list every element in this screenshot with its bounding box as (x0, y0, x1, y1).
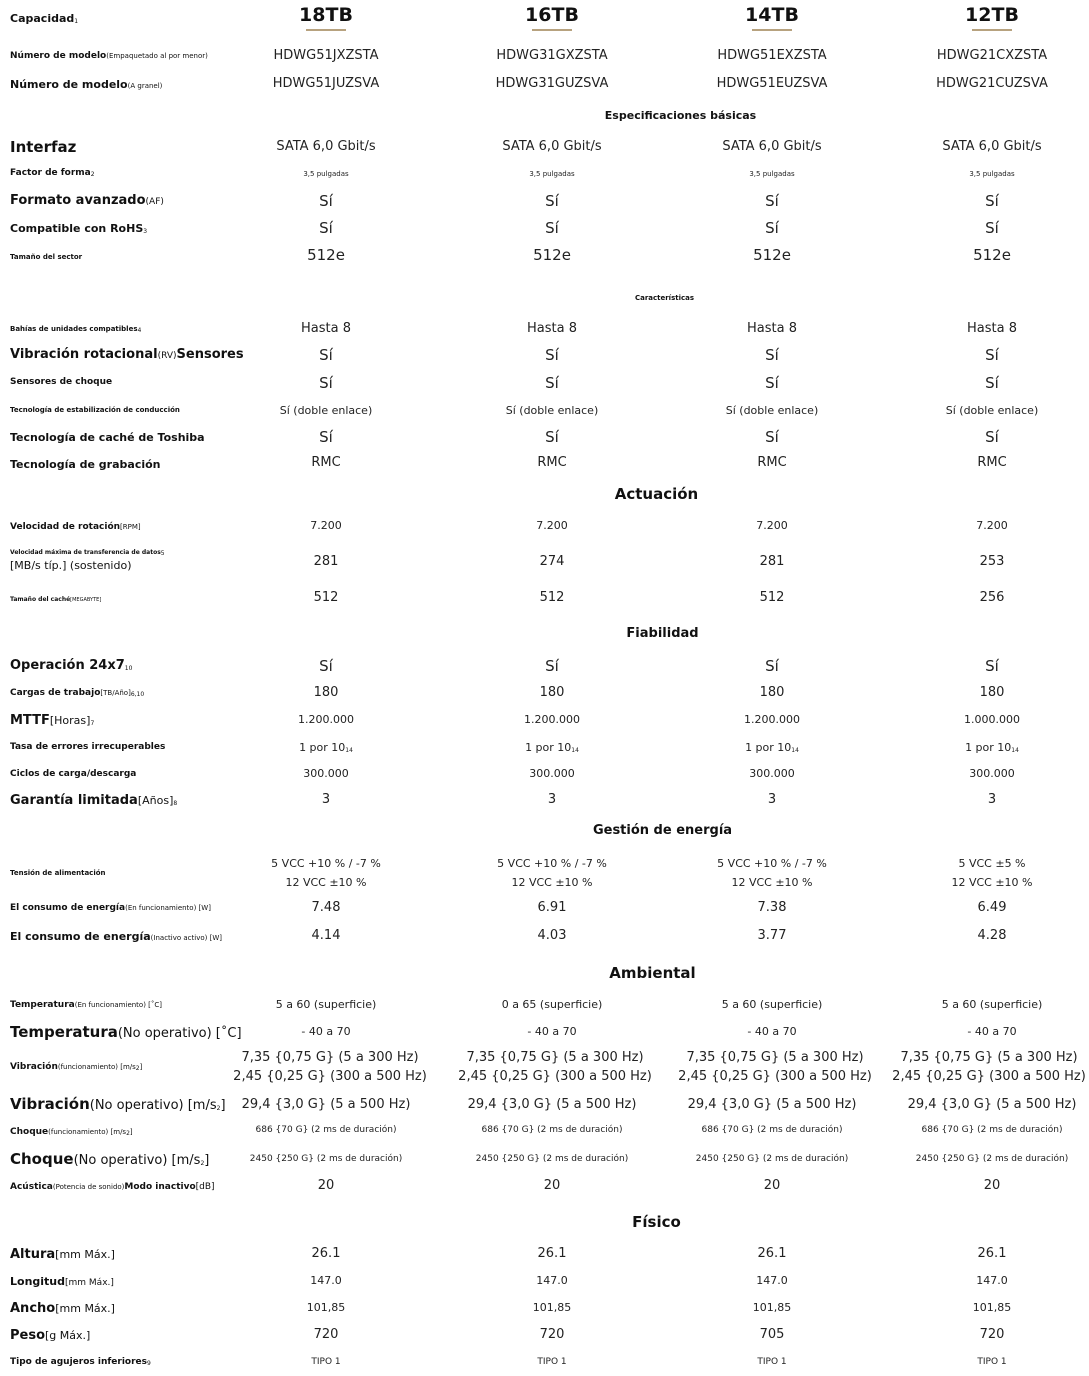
cell: Sí (319, 192, 333, 210)
cell: Sí (985, 657, 999, 675)
section-title-basic: Especificaciones básicas (604, 109, 757, 122)
cell: TIPO 1 (757, 1357, 787, 1367)
cell: Sí (545, 374, 559, 392)
cell: Hasta 8 (301, 321, 351, 336)
cell: 686 {70 G} (2 ms de duración) (481, 1125, 623, 1135)
cell: 3 (547, 792, 557, 807)
cell: Sí (545, 657, 559, 675)
cell: 180 (759, 685, 785, 700)
cell: TIPO 1 (977, 1357, 1007, 1367)
cell: Sí (545, 428, 559, 446)
row-label: Bahías de unidades compatibles$_4$ (10, 325, 142, 334)
cell: 29,4 {3,0 G} (5 a 500 Hz) (687, 1097, 857, 1112)
row-label: Acústica(Potencia de sonido)Modo inactivo[dB] (10, 1182, 215, 1192)
cell: 1 por $10_{14}$ (745, 741, 799, 754)
cell: HDWG51JXZSTA (273, 48, 379, 63)
section-title-power: Gestión de energía (592, 823, 733, 838)
cell: 5 a 60 (superficie) (941, 998, 1043, 1011)
row-label: Vibración(No operativo) $[m/s_2]$ (10, 1095, 226, 1113)
underline (306, 29, 346, 31)
row-label: Tipo de agujeros inferiores$_9$ (10, 1357, 151, 1367)
cell: Sí (545, 346, 559, 364)
cell: 2450 {250 G} (2 ms de duración) (249, 1154, 403, 1164)
cell: 26.1 (977, 1246, 1007, 1261)
cell: 180 (979, 685, 1005, 700)
cell: - 40 a 70 (967, 1025, 1017, 1038)
cell: 3 (321, 792, 331, 807)
cell: 7,35 {0,75 G} (5 a 300 Hz) 2,45 {0,25 G} (300 a 500 Hz) (233, 1050, 427, 1084)
cell: 7,35 {0,75 G} (5 a 300 Hz) 2,45 {0,25 G} (300 a 500 Hz) (678, 1050, 872, 1084)
cell: 300.000 (529, 767, 575, 780)
cell: - 40 a 70 (747, 1025, 797, 1038)
cell: 147.0 (310, 1274, 342, 1287)
cell: Sí (319, 428, 333, 446)
cell: 180 (313, 685, 339, 700)
row-label: Garantía $limitada[Años]_8$ (10, 793, 178, 808)
cell: Sí (985, 374, 999, 392)
row-label: Tensión de alimentación (10, 869, 106, 877)
row-label: Tasa de errores irrecuperables (10, 742, 166, 752)
cell: 1 por $10_{14}$ (965, 741, 1019, 754)
capacity-12tb: 12TB (892, 4, 1089, 31)
section-title-features: Características (634, 294, 695, 302)
row-label: Número de modelo(Empaquetado al por menor) (10, 51, 208, 61)
cell: HDWG51JUZSVA (272, 76, 380, 91)
cell: Sí (985, 428, 999, 446)
row-label: Choque(funcionamiento) $[m/s_2]$ (10, 1127, 133, 1137)
cell: 300.000 (303, 767, 349, 780)
cell: Sí (319, 657, 333, 675)
cell: 512e (533, 246, 571, 264)
row-label: Tecnología de grabación (10, 458, 161, 471)
cell: 20 (763, 1178, 781, 1193)
cell: RMC (757, 455, 787, 470)
cell: 3 (767, 792, 777, 807)
capacity-label: Capacidad$_1$ (10, 12, 79, 25)
row-label: Vibración rotacional(RV)Sensores (10, 347, 244, 362)
cell: 300.000 (969, 767, 1015, 780)
cell: 7,35 {0,75 G} (5 a 300 Hz) 2,45 {0,25 G} (300 a 500 Hz) (892, 1050, 1086, 1084)
cell: 1.000.000 (964, 713, 1020, 726)
cell: 3,5 pulgadas (749, 170, 795, 178)
cell: 101,85 (972, 1301, 1012, 1314)
cell: 686 {70 G} (2 ms de duración) (921, 1125, 1063, 1135)
cell: 6.91 (537, 900, 567, 915)
cell: 2450 {250 G} (2 ms de duración) (475, 1154, 629, 1164)
cell: 512e (973, 246, 1011, 264)
cell: 6.49 (977, 900, 1007, 915)
cell: 5 a 60 (superficie) (721, 998, 823, 1011)
cell: 0 a 65 (superficie) (501, 998, 603, 1011)
cell: 253 (979, 554, 1005, 569)
row-label: Factor de forma$_2$ (10, 168, 95, 178)
row-label: Formato avanzado(AF) (10, 193, 164, 208)
cell: Sí (765, 428, 779, 446)
cell: Sí (doble enlace) (505, 404, 599, 417)
cell: 3,5 pulgadas (969, 170, 1015, 178)
cell: 29,4 {3,0 G} (5 a 500 Hz) (907, 1097, 1077, 1112)
cell: 101,85 (532, 1301, 572, 1314)
cell: 20 (543, 1178, 561, 1193)
underline (532, 29, 572, 31)
cell: 7,35 {0,75 G} (5 a 300 Hz) 2,45 {0,25 G} (300 a 500 Hz) (458, 1050, 652, 1084)
row-label: Compatible con RoHS$_3$ (10, 222, 148, 235)
cell: 20 (317, 1178, 335, 1193)
capacity-14tb: 14TB (672, 4, 872, 31)
row-label: Tamaño del sector (10, 253, 83, 261)
row-label: $MTTF[Horas]_7$ (10, 713, 95, 728)
cell: 3,5 pulgadas (303, 170, 349, 178)
cell: Sí (985, 219, 999, 237)
section-title-physical: Físico (632, 1213, 681, 1231)
cell: 5 VCC ±5 % 12 VCC ±10 % (951, 857, 1033, 889)
cell: 1 por $10_{14}$ (525, 741, 579, 754)
cell: Sí (319, 219, 333, 237)
cell: HDWG31GXZSTA (496, 48, 608, 63)
cell: 7.200 (976, 519, 1008, 532)
cell: 3 (987, 792, 997, 807)
cell: TIPO 1 (537, 1357, 567, 1367)
cell: 1.200.000 (298, 713, 354, 726)
row-label: Vibración(funcionamiento) $[m/s_2]$ (10, 1062, 143, 1072)
section-title-environment: Ambiental (609, 964, 696, 982)
cell: Sí (319, 374, 333, 392)
cell: 7.200 (310, 519, 342, 532)
cell: Sí (doble enlace) (279, 404, 373, 417)
cell: HDWG51EUZSVA (716, 76, 828, 91)
cell: 686 {70 G} (2 ms de duración) (255, 1125, 397, 1135)
cell: RMC (537, 455, 567, 470)
row-label: Velocidad de rotación[RPM] (10, 522, 141, 532)
cell: Hasta 8 (967, 321, 1017, 336)
capacity-16tb: 16TB (452, 4, 652, 31)
cell: Sí (545, 192, 559, 210)
cell: Hasta 8 (747, 321, 797, 336)
row-label: Ancho[mm Máx.] (10, 1301, 115, 1316)
cell: 147.0 (756, 1274, 788, 1287)
cell: 300.000 (749, 767, 795, 780)
cell: 1 por $10_{14}$ (299, 741, 353, 754)
cell: 101,85 (306, 1301, 346, 1314)
cell: 147.0 (536, 1274, 568, 1287)
row-label: Peso[g Máx.] (10, 1328, 91, 1343)
cell: 1.200.000 (524, 713, 580, 726)
row-label: El consumo de energía(En funcionamiento) [W] (10, 903, 211, 913)
cell: Sí (319, 346, 333, 364)
cell: 29,4 {3,0 G} (5 a 500 Hz) (241, 1097, 411, 1112)
cell: Sí (985, 346, 999, 364)
cell: 512 (759, 590, 785, 605)
cell: 4.28 (977, 928, 1007, 943)
row-label: Temperatura(No operativo) [˚C] (10, 1023, 242, 1041)
cell: 686 {70 G} (2 ms de duración) (701, 1125, 843, 1135)
cell: 512e (307, 246, 345, 264)
cell: Sí (doble enlace) (725, 404, 819, 417)
cell: 4.03 (537, 928, 567, 943)
row-label: El consumo de energía(Inactivo activo) [W] (10, 930, 222, 943)
cell: RMC (311, 455, 341, 470)
cell: Sí (765, 657, 779, 675)
cell: HDWG21CUZSVA (936, 76, 1048, 91)
cell: HDWG21CXZSTA (936, 48, 1048, 63)
cell: 7.200 (756, 519, 788, 532)
cell: 180 (539, 685, 565, 700)
capacity-18tb: 18TB (226, 4, 426, 31)
cell: 2450 {250 G} (2 ms de duración) (695, 1154, 849, 1164)
cell: Sí (765, 374, 779, 392)
cell: 720 (313, 1327, 339, 1342)
cell: 705 (759, 1327, 785, 1342)
underline (752, 29, 792, 31)
cell: 5 VCC +10 % / -7 % 12 VCC ±10 % (717, 857, 827, 889)
cell: 720 (979, 1327, 1005, 1342)
cell: 5 VCC +10 % / -7 % 12 VCC ±10 % (497, 857, 607, 889)
cell: 147.0 (976, 1274, 1008, 1287)
cell: 20 (983, 1178, 1001, 1193)
row-label: Número de modelo(A granel) (10, 78, 163, 91)
cell: RMC (977, 455, 1007, 470)
cell: 281 (759, 554, 785, 569)
row-label: Interfaz (10, 138, 77, 156)
cell: Hasta 8 (527, 321, 577, 336)
section-title-reliability: Fiabilidad (626, 626, 699, 641)
cell: 7.38 (757, 900, 787, 915)
cell: 5 VCC +10 % / -7 % 12 VCC ±10 % (271, 857, 381, 889)
cell: Sí (765, 192, 779, 210)
row-label: Ciclos de carga/descarga (10, 769, 137, 779)
cell: 26.1 (311, 1246, 341, 1261)
cell: - 40 a 70 (301, 1025, 351, 1038)
cell: 512e (753, 246, 791, 264)
cell: 3,5 pulgadas (529, 170, 575, 178)
cell: SATA 6,0 Gbit/s (942, 139, 1042, 154)
cell: 5 a 60 (superficie) (275, 998, 377, 1011)
cell: HDWG31GUZSVA (495, 76, 609, 91)
cell: 26.1 (537, 1246, 567, 1261)
cell: 512 (313, 590, 339, 605)
row-label: Tamaño del caché[MEGABYTE] (10, 596, 102, 603)
cell: 1.200.000 (744, 713, 800, 726)
capacity-header-row (0, 0, 1089, 40)
cell: 281 (313, 554, 339, 569)
underline (972, 29, 1012, 31)
cell: Sí (765, 346, 779, 364)
cell: 3.77 (757, 928, 787, 943)
cell: 2450 {250 G} (2 ms de duración) (915, 1154, 1069, 1164)
cell: 101,85 (752, 1301, 792, 1314)
row-label: Tecnología de estabilización de conducción (10, 406, 180, 414)
row-label: Choque(No operativo) $[m/s_2]$ (10, 1150, 210, 1168)
cell: - 40 a 70 (527, 1025, 577, 1038)
cell: TIPO 1 (311, 1357, 341, 1367)
cell: 7.200 (536, 519, 568, 532)
cell: Sí (765, 219, 779, 237)
cell: 274 (539, 554, 565, 569)
row-label: Sensores de choque (10, 377, 113, 387)
row-label: Operación $24x7_{10}$ (10, 658, 133, 673)
cell: Sí (545, 219, 559, 237)
cell: Sí (985, 192, 999, 210)
row-label: Longitud[mm Máx.] (10, 1275, 114, 1288)
row-label: Altura[mm Máx.] (10, 1247, 115, 1262)
cell: 29,4 {3,0 G} (5 a 500 Hz) (467, 1097, 637, 1112)
cell: 4.14 (311, 928, 341, 943)
cell: SATA 6,0 Gbit/s (502, 139, 602, 154)
row-label: Cargas de $trabajo[TB/Año]_{6,10}$ (10, 688, 145, 698)
cell: 26.1 (757, 1246, 787, 1261)
cell: 7.48 (311, 900, 341, 915)
cell: Sí (doble enlace) (945, 404, 1039, 417)
cell: 720 (539, 1327, 565, 1342)
cell: 256 (979, 590, 1005, 605)
cell: 512 (539, 590, 565, 605)
row-label: Velocidad máxima de transferencia de datos$_5$ [MB/s típ.] (sostenido) (10, 549, 165, 572)
cell: SATA 6,0 Gbit/s (722, 139, 822, 154)
row-label: Temperatura(En funcionamiento) [˚C] (10, 1000, 163, 1010)
cell: HDWG51EXZSTA (717, 48, 827, 63)
section-title-performance: Actuación (614, 485, 699, 503)
cell: SATA 6,0 Gbit/s (276, 139, 376, 154)
row-label: Tecnología de caché de Toshiba (10, 431, 205, 444)
